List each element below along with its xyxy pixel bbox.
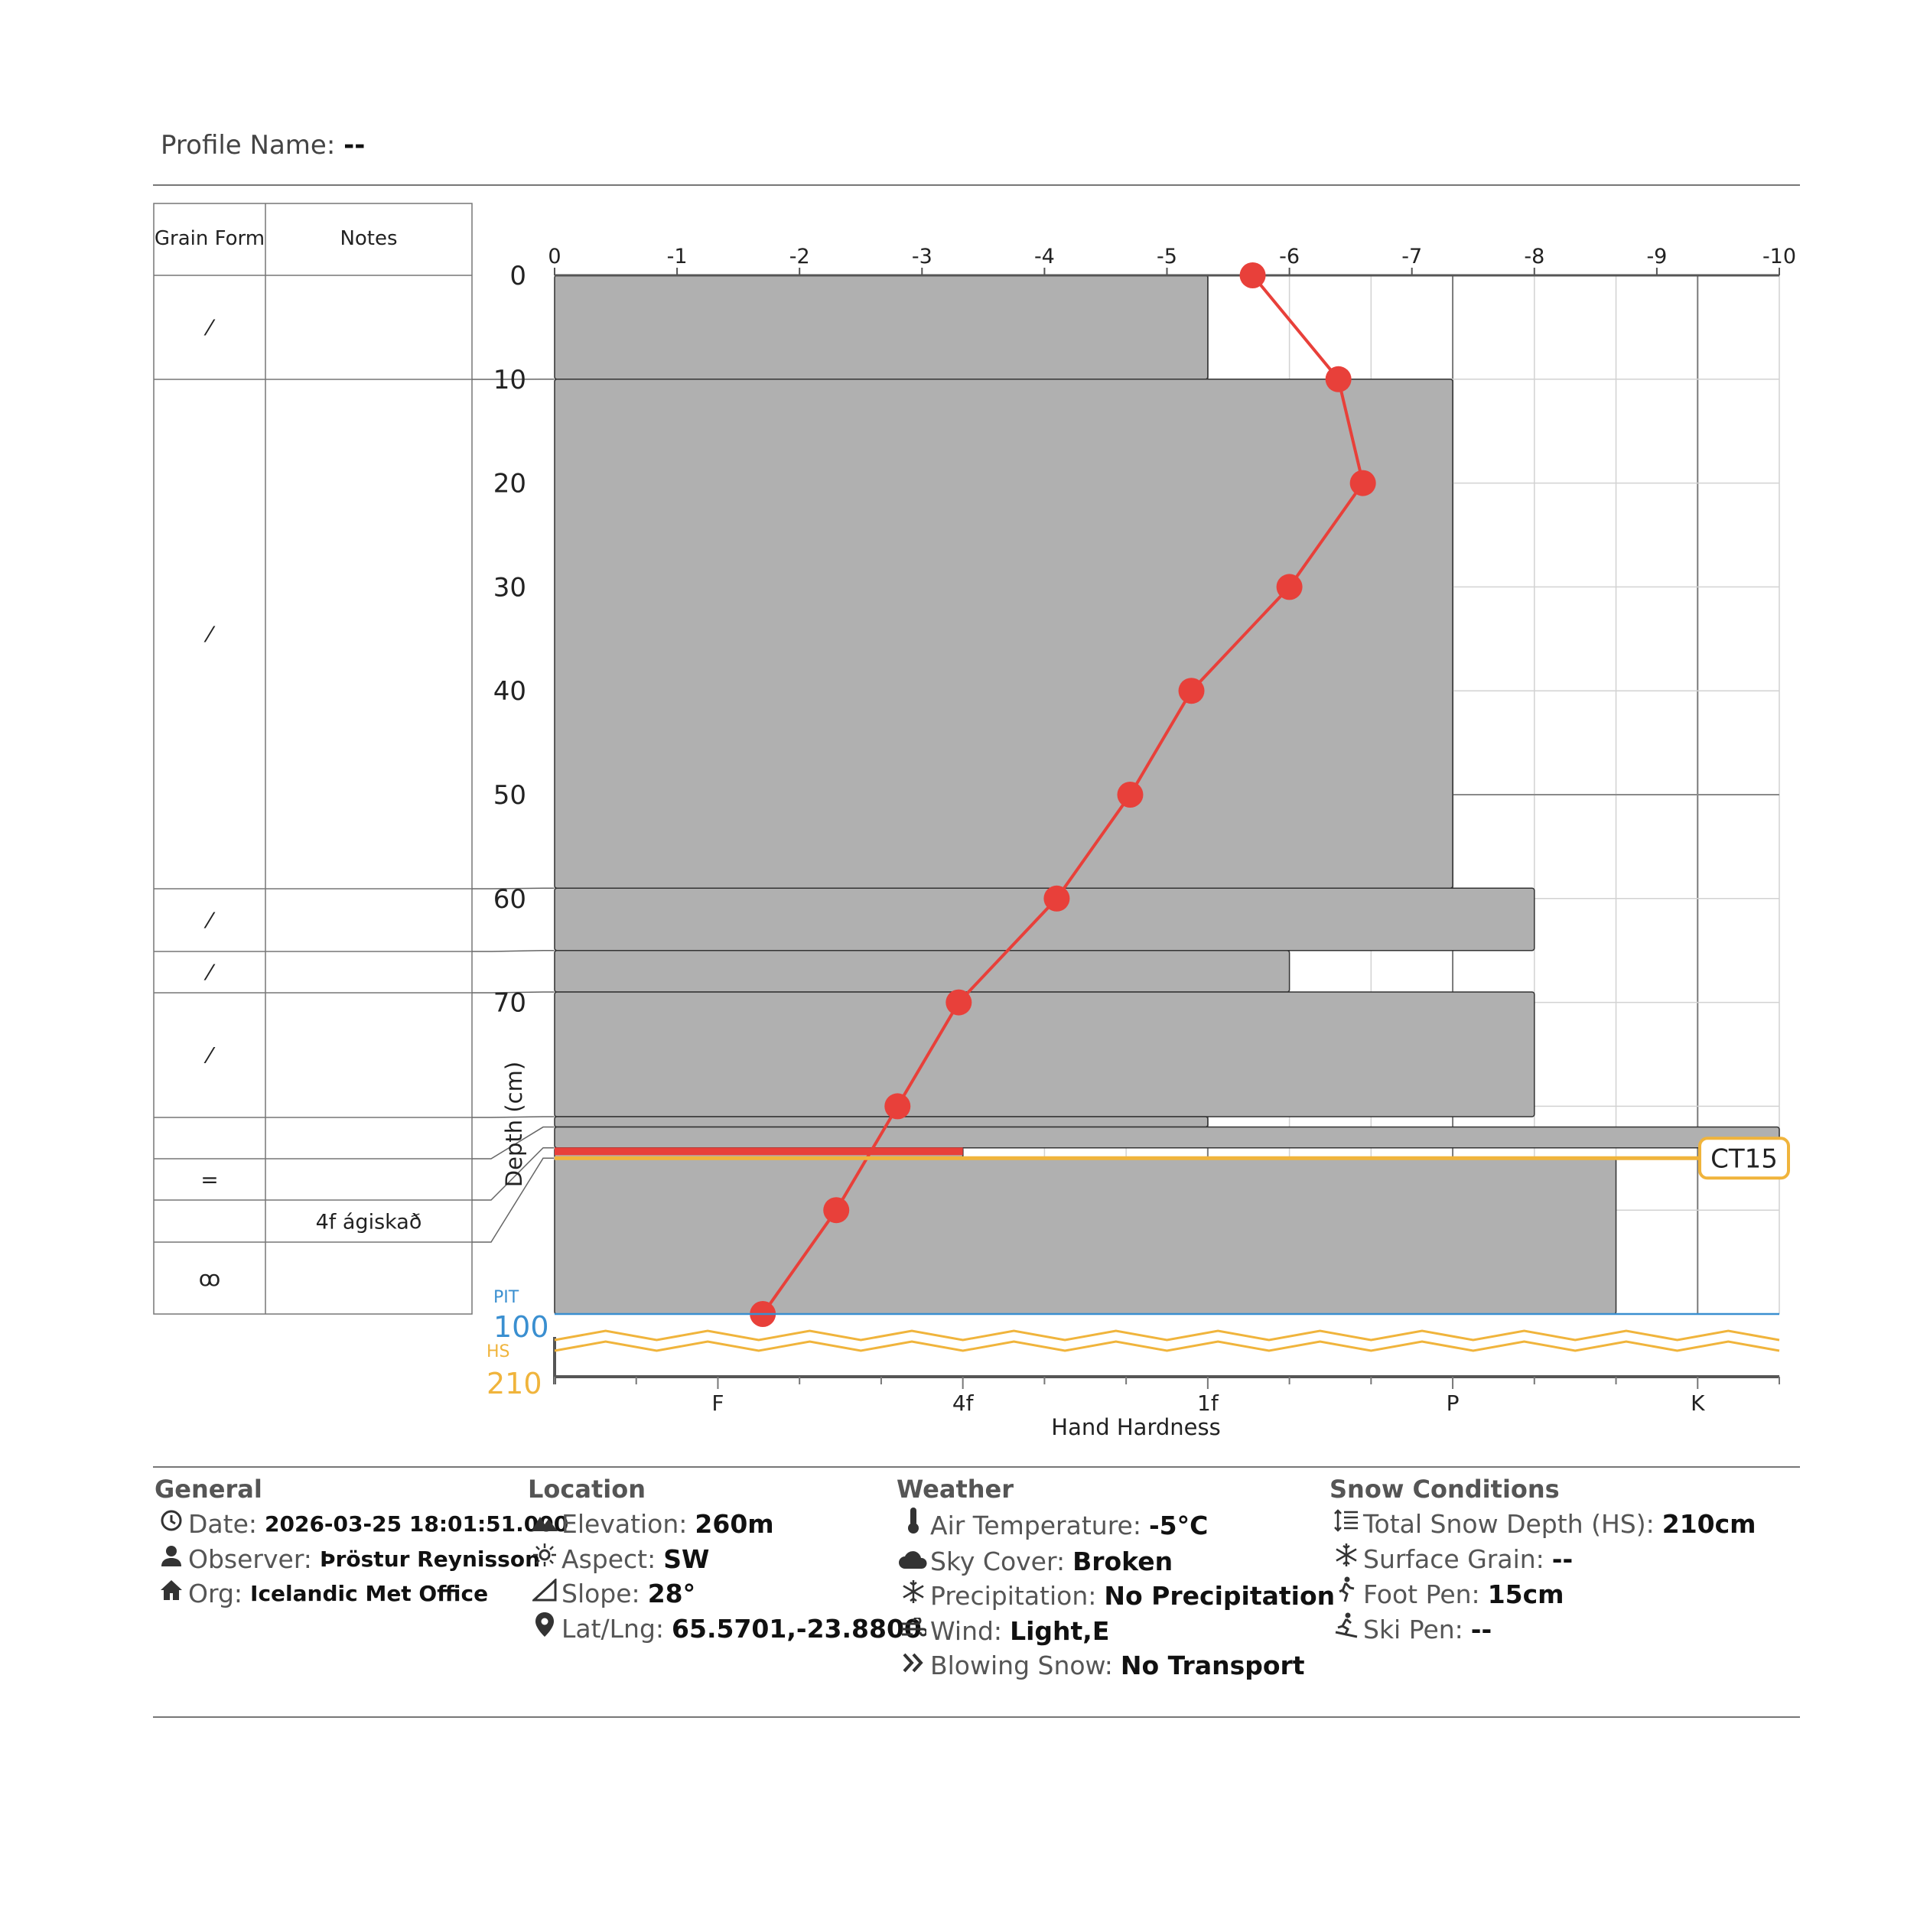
hardness-layer-bar xyxy=(555,1158,1616,1314)
observer-row xyxy=(155,1542,568,1577)
hs-break-zigzag xyxy=(555,1331,1779,1340)
temperature-point xyxy=(823,1197,849,1223)
depth-tick-label: 10 xyxy=(493,364,526,395)
hardness-tick-label: 4f xyxy=(952,1390,974,1416)
hs-value: 210 xyxy=(487,1367,542,1400)
y-axis-label: Depth (cm) xyxy=(501,1061,527,1188)
surface-value: -- xyxy=(1551,1543,1574,1574)
temperature-point xyxy=(1350,470,1376,496)
temperature-tick-label: -3 xyxy=(911,245,932,268)
hiker-icon xyxy=(1330,1576,1363,1612)
sky-label: Sky Cover: xyxy=(930,1546,1066,1576)
temperature-point xyxy=(1240,262,1266,288)
hs-label: Total Snow Depth (HS): xyxy=(1363,1509,1655,1539)
date-label: Date: xyxy=(188,1509,257,1539)
depth-tick-label: 20 xyxy=(493,468,526,499)
aspect-row xyxy=(528,1542,922,1577)
snowflake-icon xyxy=(897,1579,930,1614)
home-icon xyxy=(155,1576,188,1612)
slope-icon xyxy=(528,1576,561,1612)
clock-icon xyxy=(155,1507,188,1542)
temperature-tick-label: -2 xyxy=(789,245,810,268)
latlng-row xyxy=(528,1612,922,1647)
latlng-value: 65.5701,-23.8800 xyxy=(672,1614,922,1644)
hardness-layer-bar xyxy=(555,379,1453,888)
temperature-tick-label: -9 xyxy=(1646,245,1668,268)
temperature-point xyxy=(1277,574,1303,600)
pit-label: PIT xyxy=(493,1288,519,1307)
hs-row xyxy=(1330,1507,1756,1542)
slope-label: Slope: xyxy=(561,1579,640,1608)
date-row xyxy=(155,1507,568,1542)
hardness-layer-bar xyxy=(555,275,1208,379)
temperature-point xyxy=(1179,678,1205,704)
temperature-point xyxy=(1326,366,1352,392)
location-section xyxy=(528,1472,922,1647)
hardness-tick-label: P xyxy=(1446,1390,1460,1416)
weather-section xyxy=(897,1472,1335,1683)
org-value: Icelandic Met Office xyxy=(250,1581,489,1606)
profile-name-label: Profile Name: xyxy=(161,130,336,161)
air-temp-label: Air Temperature: xyxy=(930,1510,1141,1540)
temperature-point xyxy=(1117,782,1143,808)
ski-row xyxy=(1330,1612,1756,1648)
grain-form-symbol: ⁄ xyxy=(207,622,212,647)
slope-row xyxy=(528,1576,922,1612)
grain-form-symbol: ⁄ xyxy=(207,908,212,933)
thermometer-icon xyxy=(897,1507,930,1544)
temperature-tick-label: -10 xyxy=(1762,245,1797,268)
general-title: General xyxy=(155,1475,262,1504)
ski-label: Ski Pen: xyxy=(1363,1615,1463,1644)
temperature-point xyxy=(945,990,972,1016)
blowing-label: Blowing Snow: xyxy=(930,1651,1113,1680)
hardness-layer-bar xyxy=(555,1127,1779,1148)
profile-name-value: -- xyxy=(343,130,366,161)
org-row xyxy=(155,1576,568,1612)
blowing-row xyxy=(897,1648,1335,1683)
precip-row xyxy=(897,1579,1335,1614)
temperature-tick-label: 0 xyxy=(548,245,561,268)
footer-divider-bottom xyxy=(153,1716,1800,1718)
depth-tick-label: 30 xyxy=(493,572,526,603)
cloud-icon xyxy=(897,1544,930,1579)
aspect-label: Aspect: xyxy=(561,1543,656,1574)
surface-row xyxy=(1330,1542,1756,1577)
wind-row xyxy=(897,1614,1335,1649)
depth-tick-label: 70 xyxy=(493,987,526,1019)
wind-value: Light,E xyxy=(1010,1615,1110,1646)
person-icon xyxy=(155,1542,188,1577)
foot-value: 15cm xyxy=(1487,1579,1564,1609)
foot-label: Foot Pen: xyxy=(1363,1579,1480,1609)
grain-form-symbol: ⁄ xyxy=(207,1042,212,1068)
grain-form-symbol: ꝏ xyxy=(198,1266,221,1291)
sky-row xyxy=(897,1544,1335,1579)
org-label: Org: xyxy=(188,1579,243,1608)
depth-tick-label: 40 xyxy=(493,676,526,707)
depth-tick-label: 50 xyxy=(493,780,526,811)
hardness-layer-bar xyxy=(555,1117,1208,1127)
hardness-tick-label: K xyxy=(1691,1390,1705,1416)
snow-title: Snow Conditions xyxy=(1330,1475,1560,1504)
grain-form-symbol: ⁄ xyxy=(207,960,212,985)
pit-depth-value: 100 xyxy=(493,1310,549,1344)
x-axis-label: Hand Hardness xyxy=(1051,1414,1221,1440)
elevation-row xyxy=(528,1507,922,1542)
hs-value: 210cm xyxy=(1661,1509,1756,1539)
snow-conditions-section xyxy=(1330,1472,1756,1647)
depth-tick-label: 60 xyxy=(493,883,526,915)
aspect-icon xyxy=(528,1542,561,1577)
layer-note: 4f ágiskað xyxy=(315,1210,422,1234)
air-temp-row xyxy=(897,1507,1335,1544)
stability-test-label: CT15 xyxy=(1710,1143,1778,1175)
mountain-icon xyxy=(528,1507,561,1542)
foot-row xyxy=(1330,1576,1756,1612)
temperature-tick-label: -7 xyxy=(1401,245,1423,268)
observer-label: Observer: xyxy=(188,1543,312,1574)
table-header-notes: Notes xyxy=(340,227,398,250)
temperature-tick-label: -6 xyxy=(1279,245,1300,268)
grain-form-symbol: ⁄ xyxy=(207,315,212,340)
general-section xyxy=(155,1472,568,1612)
ski-value: -- xyxy=(1470,1615,1492,1644)
hs-label: HS xyxy=(487,1342,510,1361)
table-header-grain-form: Grain Form xyxy=(154,227,265,250)
weather-title: Weather xyxy=(897,1475,1014,1504)
air-temp-value: -5°C xyxy=(1148,1510,1209,1540)
temperature-tick-label: -5 xyxy=(1157,245,1177,268)
ski-icon xyxy=(1330,1612,1363,1648)
wind-label: Wind: xyxy=(930,1615,1003,1646)
temperature-tick-label: -8 xyxy=(1524,245,1545,268)
slope-value: 28° xyxy=(647,1579,696,1608)
surface-label: Surface Grain: xyxy=(1363,1543,1544,1574)
table-frame xyxy=(154,203,472,1314)
depth-icon xyxy=(1330,1507,1363,1542)
depth-tick-label: 0 xyxy=(509,261,526,291)
location-title: Location xyxy=(528,1475,646,1504)
temperature-point xyxy=(884,1093,910,1119)
elevation-value: 260m xyxy=(695,1509,774,1539)
double-chevron-icon xyxy=(897,1648,930,1683)
observer-value: Þröstur Reynisson xyxy=(319,1546,541,1572)
hardness-tick-label: F xyxy=(711,1390,724,1416)
grain-form-symbol: = xyxy=(200,1167,219,1192)
latlng-label: Lat/Lng: xyxy=(561,1614,665,1644)
date-value: 2026-03-25 18:01:51.000 xyxy=(265,1511,569,1537)
temperature-point xyxy=(1043,886,1069,912)
sky-value: Broken xyxy=(1072,1546,1173,1576)
blowing-value: No Transport xyxy=(1120,1651,1305,1680)
temperature-tick-label: -4 xyxy=(1033,245,1055,268)
temperature-tick-label: -1 xyxy=(666,245,688,268)
hardness-layer-bar xyxy=(555,992,1535,1117)
elevation-label: Elevation: xyxy=(561,1509,688,1539)
aspect-value: SW xyxy=(663,1543,710,1574)
weak-layer-highlight xyxy=(555,1147,963,1155)
hardness-tick-label: 1f xyxy=(1197,1390,1219,1416)
location-pin-icon xyxy=(528,1612,561,1647)
precip-value: No Precipitation xyxy=(1104,1581,1336,1611)
hs-break-zigzag xyxy=(555,1342,1779,1351)
snowflake-icon xyxy=(1330,1542,1363,1577)
wind-icon xyxy=(897,1614,930,1649)
precip-label: Precipitation: xyxy=(930,1581,1097,1611)
hardness-layer-bar xyxy=(555,951,1290,992)
